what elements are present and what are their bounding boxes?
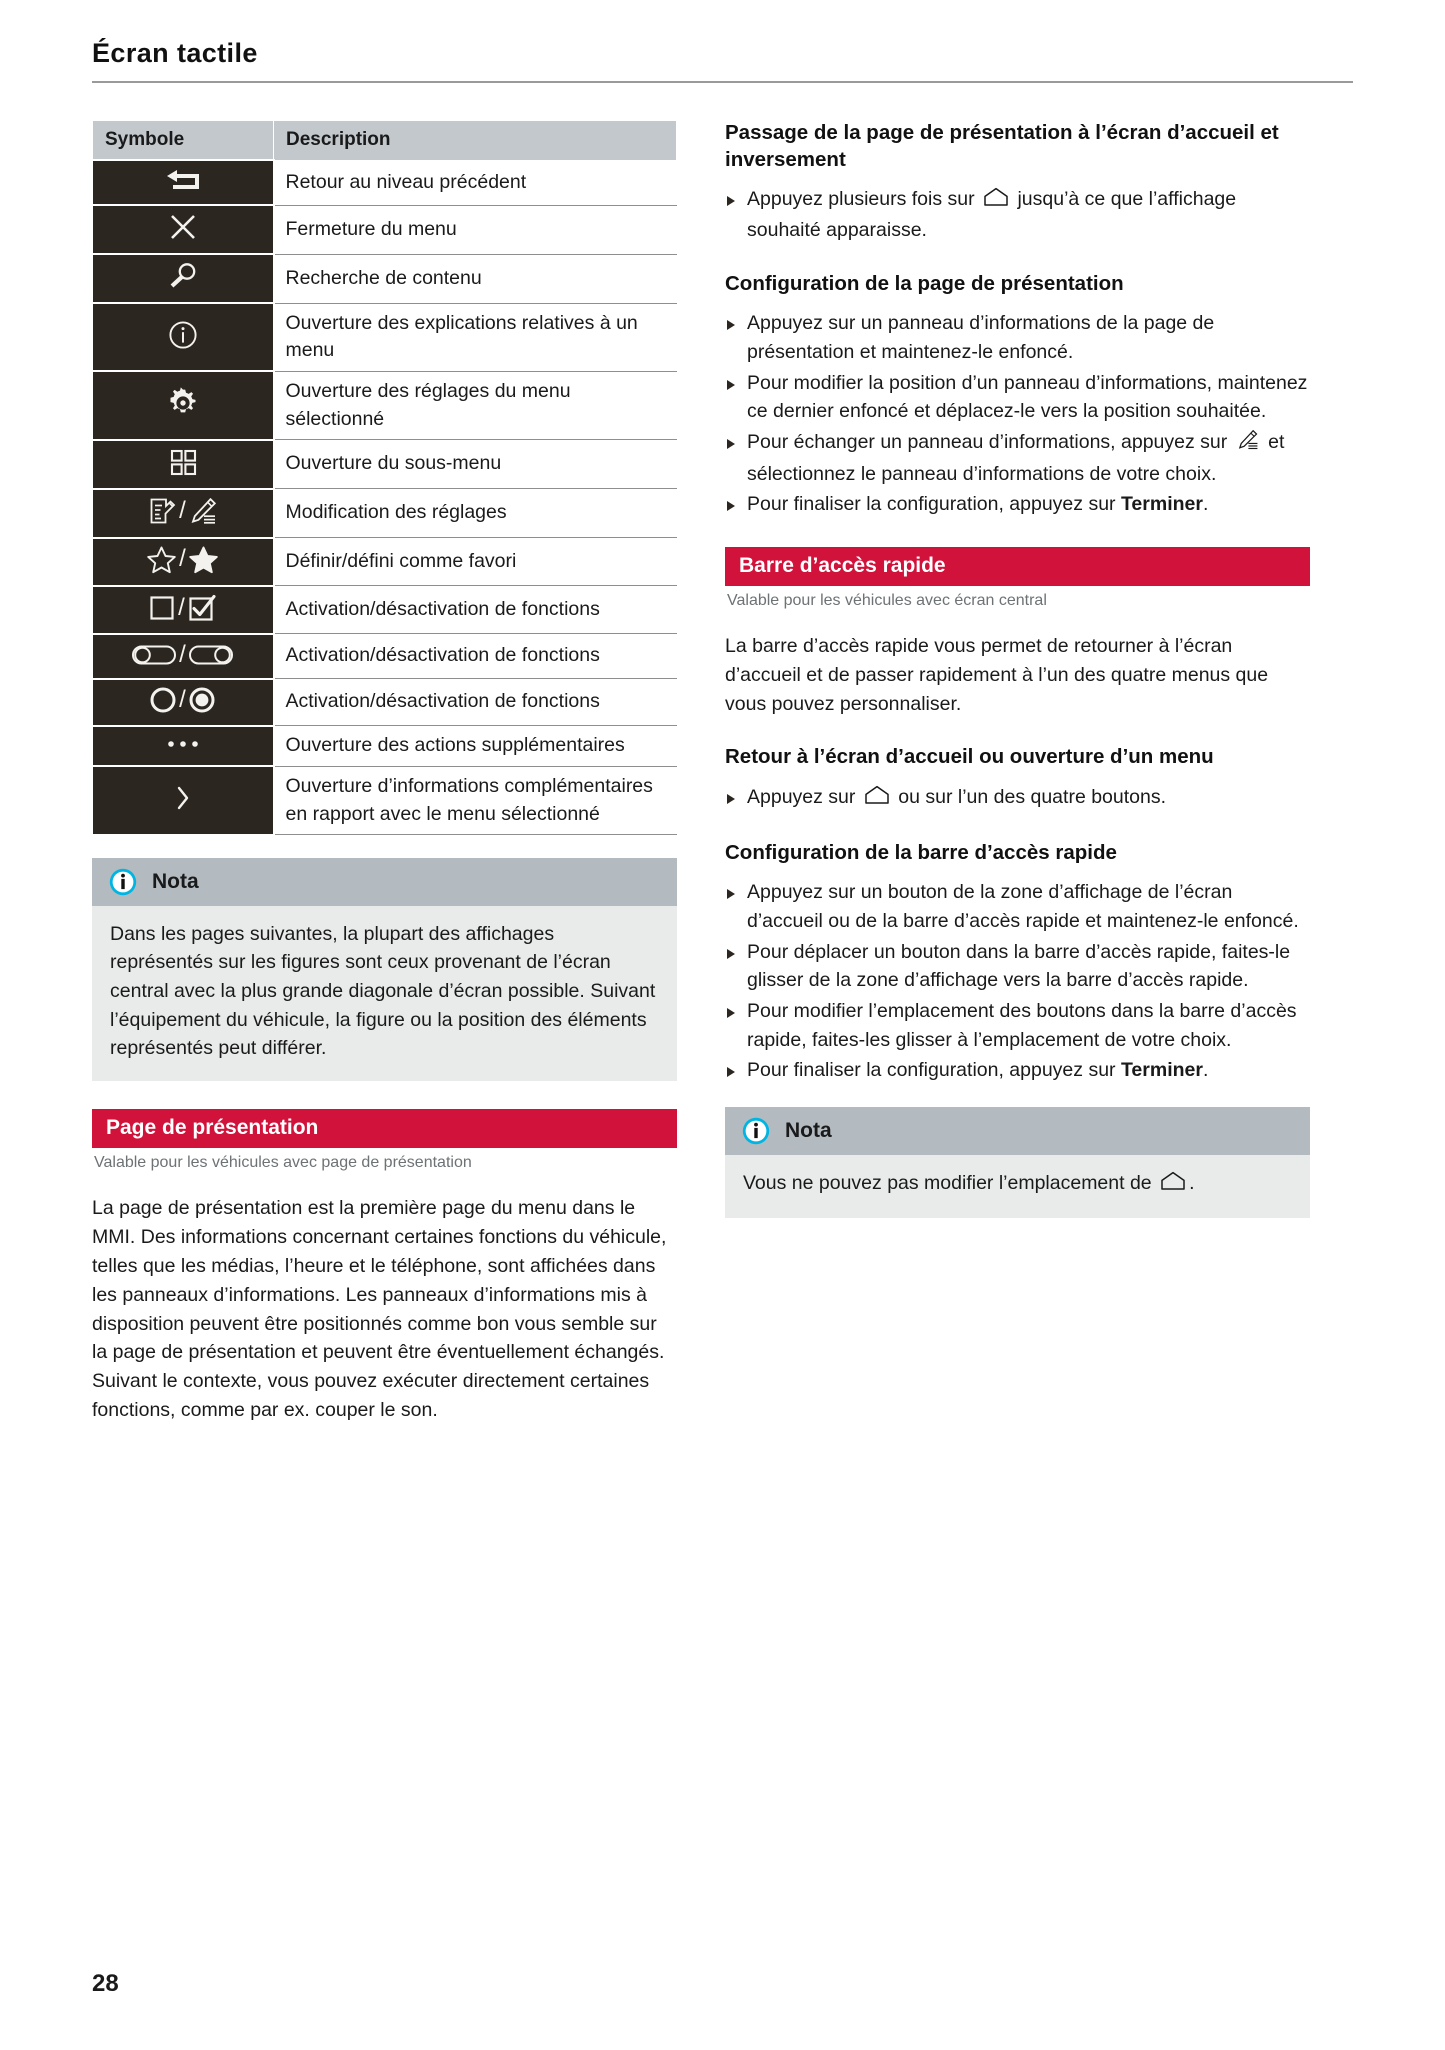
symbol-cell [93, 726, 274, 767]
toggle-switch-off-icon [131, 643, 177, 667]
description-cell: Fermeture du menu [274, 205, 677, 254]
checkbox-checked-icon [187, 593, 217, 623]
grid-squares-icon [168, 447, 198, 477]
bullet-text-pre: Pour échanger un panneau d’informations, appuyez sur [747, 430, 1228, 453]
description-cell: Activation/désactivation de fonctions [274, 679, 677, 726]
ellipsis-icon [166, 738, 200, 750]
column-header-description: Description [274, 121, 677, 161]
symbol-table [92, 120, 677, 836]
description-cell: Activation/désactivation de fonctions [274, 634, 677, 679]
nota-box-right [725, 1107, 1310, 1218]
bullet-list-config-quickbar [725, 878, 1310, 1085]
list-item: Appuyez sur un panneau d’informations de la page de présentation et maintenez-le enfoncé. [725, 309, 1310, 366]
pencil-lines-icon [188, 496, 218, 526]
table-row [93, 205, 677, 254]
info-circle-icon [741, 1116, 771, 1146]
home-icon [864, 785, 890, 814]
section-paragraph: La barre d’accès rapide vous permet de retourner à l’écran d’accueil et de passer rapidement à l’un des quatre menus que vous pouvez personnaliser. [725, 634, 1269, 715]
nota-body [725, 1155, 1310, 1218]
nota-header [725, 1107, 1310, 1155]
gear-icon [167, 387, 199, 419]
table-row [93, 538, 677, 586]
description-cell: Ouverture des explications relatives à un menu [274, 303, 677, 371]
back-arrow-icon [161, 167, 205, 193]
table-row [93, 371, 677, 439]
table-row [93, 303, 677, 371]
checkbox-empty-icon [148, 594, 176, 622]
section-page-de-presentation [92, 1109, 677, 1425]
section-subnote: Valable pour les véhicules avec page de présentation [94, 1154, 472, 1172]
table-row [93, 766, 677, 834]
table-row [93, 489, 677, 538]
section-barre-acces-rapide [725, 547, 1310, 719]
symbol-cell [93, 371, 274, 439]
header-rule [92, 81, 1353, 83]
bullet-list-config-presentation [725, 309, 1310, 519]
separator-slash: / [179, 496, 186, 524]
symbol-cell [93, 303, 274, 371]
list-item: Pour modifier l’emplacement des boutons dans la barre d’accès rapide, faites-les glisser à l’emplacement de votre choix. [725, 997, 1310, 1054]
right-column [725, 120, 1310, 1425]
description-cell: Ouverture d’informations complémentaires en rapport avec le menu sélectionné [274, 766, 677, 834]
toggle-switch-pair-icon [131, 641, 234, 669]
heading-passage: Passage de la page de présentation à l’écran d’accueil et inversement [725, 121, 1279, 171]
nota-text-post: . [1189, 1171, 1195, 1194]
star-filled-icon [188, 545, 219, 574]
description-cell: Ouverture du sous-menu [274, 440, 677, 489]
separator-slash: / [179, 685, 186, 713]
page-title: Écran tactile [92, 38, 258, 68]
edit-note-pencil-pair-icon [147, 496, 218, 526]
bullet-text-bold: Terminer [1120, 1059, 1203, 1082]
description-cell: Activation/désactivation de fonctions [274, 586, 677, 634]
symbol-cell [93, 440, 274, 489]
table-row [93, 679, 677, 726]
separator-slash: / [179, 640, 186, 668]
bullet-list-return-home [725, 783, 1310, 814]
close-x-icon [168, 212, 198, 242]
radio-button-pair-icon [149, 686, 216, 714]
table-row [93, 440, 677, 489]
description-cell: Recherche de contenu [274, 254, 677, 303]
page-header [92, 38, 1353, 83]
edit-note-icon [147, 496, 177, 526]
home-icon [1160, 1171, 1186, 1200]
section-paragraph: La page de présentation est la première page du menu dans le MMI. Des informations concernant certaines fonctions du véhicule, telles que les médias, l’heure et le téléphone, sont affichées dans les panneaux d’informations. Les panneaux d’informations mis à disposition peuvent être positionnés comme bon vous semble sur la page de présentation et peuvent être éventuellement échangés. Suivant le contexte, vous pouvez exécuter directement certaines fonctions, comme par ex. couper le son. [92, 1197, 667, 1422]
bullet-text-post: . [1202, 493, 1209, 516]
two-column-layout [92, 120, 1353, 1425]
symbol-cell [93, 489, 274, 538]
bullet-text-pre: Pour finaliser la configuration, appuyez sur [747, 493, 1116, 516]
symbol-cell [93, 160, 274, 205]
description-cell: Ouverture des actions supplémentaires [274, 726, 677, 767]
left-column [92, 120, 677, 1425]
table-row [93, 726, 677, 767]
symbol-cell [93, 538, 274, 586]
heading-config-presentation: Configuration de la page de présentation [725, 271, 1124, 295]
nota-title: Nota [785, 1118, 832, 1142]
nota-header [92, 858, 677, 906]
bullet-list-passage [725, 185, 1310, 244]
section-subnote: Valable pour les véhicules avec écran central [727, 592, 1047, 610]
chevron-right-icon [174, 785, 192, 811]
bullet-text-post: ou sur l’un des quatre boutons. [898, 786, 1167, 809]
nota-title: Nota [152, 869, 199, 893]
info-circle-icon [108, 867, 138, 897]
radio-button-unselected-icon [149, 686, 177, 714]
list-item: Pour déplacer un bouton dans la barre d’accès rapide, faites-le glisser de la zone d’affichage vers la barre d’accès rapide. [725, 938, 1310, 995]
nota-body: Dans les pages suivantes, la plupart des affichages représentés sur les figures sont ceux provenant de l’écran central avec la plus grande diagonale d’écran possible. Suivant l’équipement du véhicule, la figure ou la position des éléments représentés peut différer. [92, 906, 677, 1081]
description-cell: Ouverture des réglages du menu sélectionné [274, 371, 677, 439]
search-magnifier-icon [167, 261, 199, 291]
bullet-text-pre: Appuyez sur [747, 786, 856, 809]
bullet-text-post: et sélectionnez le panneau d’informations de votre choix. [747, 430, 1285, 485]
toggle-switch-on-icon [188, 643, 234, 667]
bullet-text-pre: Appuyez plusieurs fois sur [747, 188, 975, 211]
list-item [725, 1056, 1310, 1085]
info-circle-icon [167, 319, 199, 351]
pencil-lines-icon [1236, 429, 1260, 460]
separator-slash: / [179, 545, 186, 573]
symbol-cell [93, 586, 274, 634]
description-cell: Modification des réglages [274, 489, 677, 538]
description-cell: Retour au niveau précédent [274, 160, 677, 205]
bullet-text-pre: Pour finaliser la configuration, appuyez sur [747, 1059, 1116, 1082]
symbol-cell [93, 205, 274, 254]
symbol-cell [93, 254, 274, 303]
section-heading-red: Page de présentation [92, 1109, 677, 1148]
heading-return-home: Retour à l’écran d’accueil ou ouverture d’un menu [725, 745, 1214, 769]
list-item: Appuyez sur un bouton de la zone d’affichage de l’écran d’accueil ou de la barre d’accès rapide et maintenez-le enfoncé. [725, 878, 1310, 935]
table-row [93, 254, 677, 303]
table-row [93, 586, 677, 634]
list-item [725, 428, 1310, 488]
table-header-row [93, 121, 677, 161]
radio-button-selected-icon [188, 686, 216, 714]
list-item [725, 490, 1310, 519]
heading-config-quickbar: Configuration de la barre d’accès rapide [725, 840, 1117, 864]
column-header-symbole: Symbole [93, 121, 274, 161]
bullet-text-post: jusqu’à ce que l’affichage souhaité apparaisse. [747, 188, 1237, 241]
home-icon [983, 187, 1009, 216]
separator-slash: / [178, 593, 185, 621]
symbol-cell [93, 634, 274, 679]
description-cell: Définir/défini comme favori [274, 538, 677, 586]
star-outline-filled-pair-icon [146, 545, 219, 574]
checkbox-pair-icon [148, 593, 217, 623]
page-number: 28 [92, 1970, 119, 1997]
symbol-cell [93, 679, 274, 726]
table-row [93, 634, 677, 679]
nota-box-left [92, 858, 677, 1081]
list-item [725, 185, 1310, 244]
list-item [725, 783, 1310, 814]
star-outline-icon [146, 545, 177, 574]
symbol-cell [93, 766, 274, 834]
table-row [93, 160, 677, 205]
bullet-text-bold: Terminer [1120, 493, 1203, 516]
bullet-text-post: . [1202, 1059, 1209, 1082]
nota-text-pre: Vous ne pouvez pas modifier l’emplacement de [743, 1171, 1152, 1194]
section-heading-red: Barre d’accès rapide [725, 547, 1310, 586]
list-item: Pour modifier la position d’un panneau d’informations, maintenez ce dernier enfoncé et déplacez-le vers la position souhaitée. [725, 369, 1310, 426]
